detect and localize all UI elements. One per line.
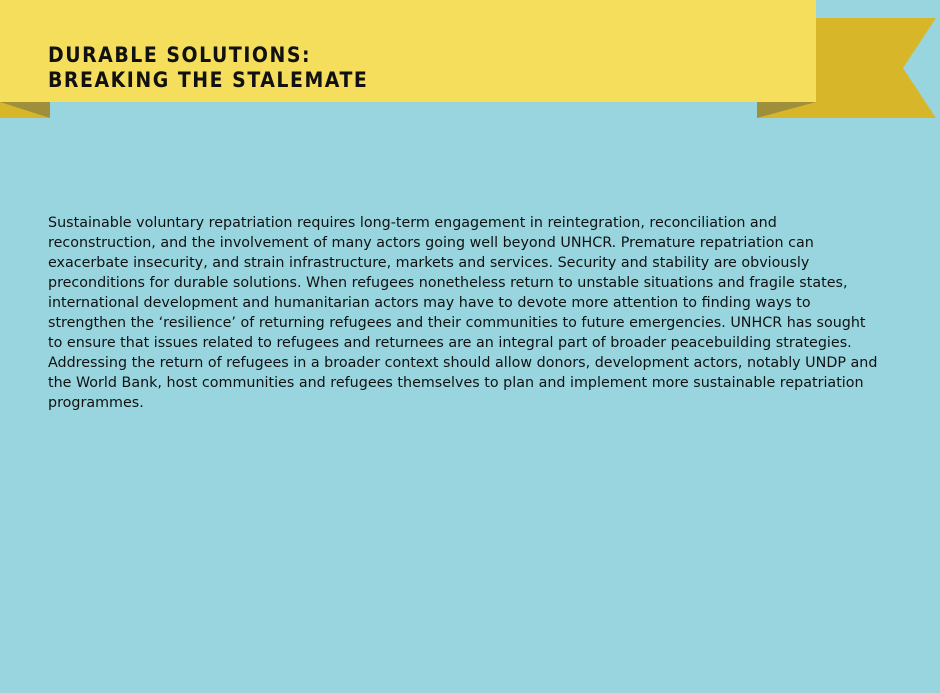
title-line-2: BREAKING THE STALEMATE <box>48 68 369 92</box>
title-line-1: DURABLE SOLUTIONS: <box>48 43 312 67</box>
page-title <box>48 43 368 93</box>
body-paragraph: Sustainable voluntary repatriation requires long-term engagement in reintegration, reconciliation and reconstruction, and the involvement of many actors going well beyond UNHCR. Premature repatriation can exacerbate insecurity, and strain infrastructure, markets and services. Security and stability are obviously preconditions for durable solutions. When refugees nonetheless return to unstable situations and fragile states, international development and humanitarian actors may have to devote more attention to finding ways to strengthen the ‘resilience’ of returning refugees and their communities to future emergencies. UNHCR has sought to ensure that issues related to refugees and returnees are an integral part of broader peacebuilding strategies. Addressing the return of refugees in a broader context should allow donors, development actors, notably UNDP and the World Bank, host communities and refugees themselves to plan and implement more sustainable repatriation programmes. <box>48 215 878 411</box>
